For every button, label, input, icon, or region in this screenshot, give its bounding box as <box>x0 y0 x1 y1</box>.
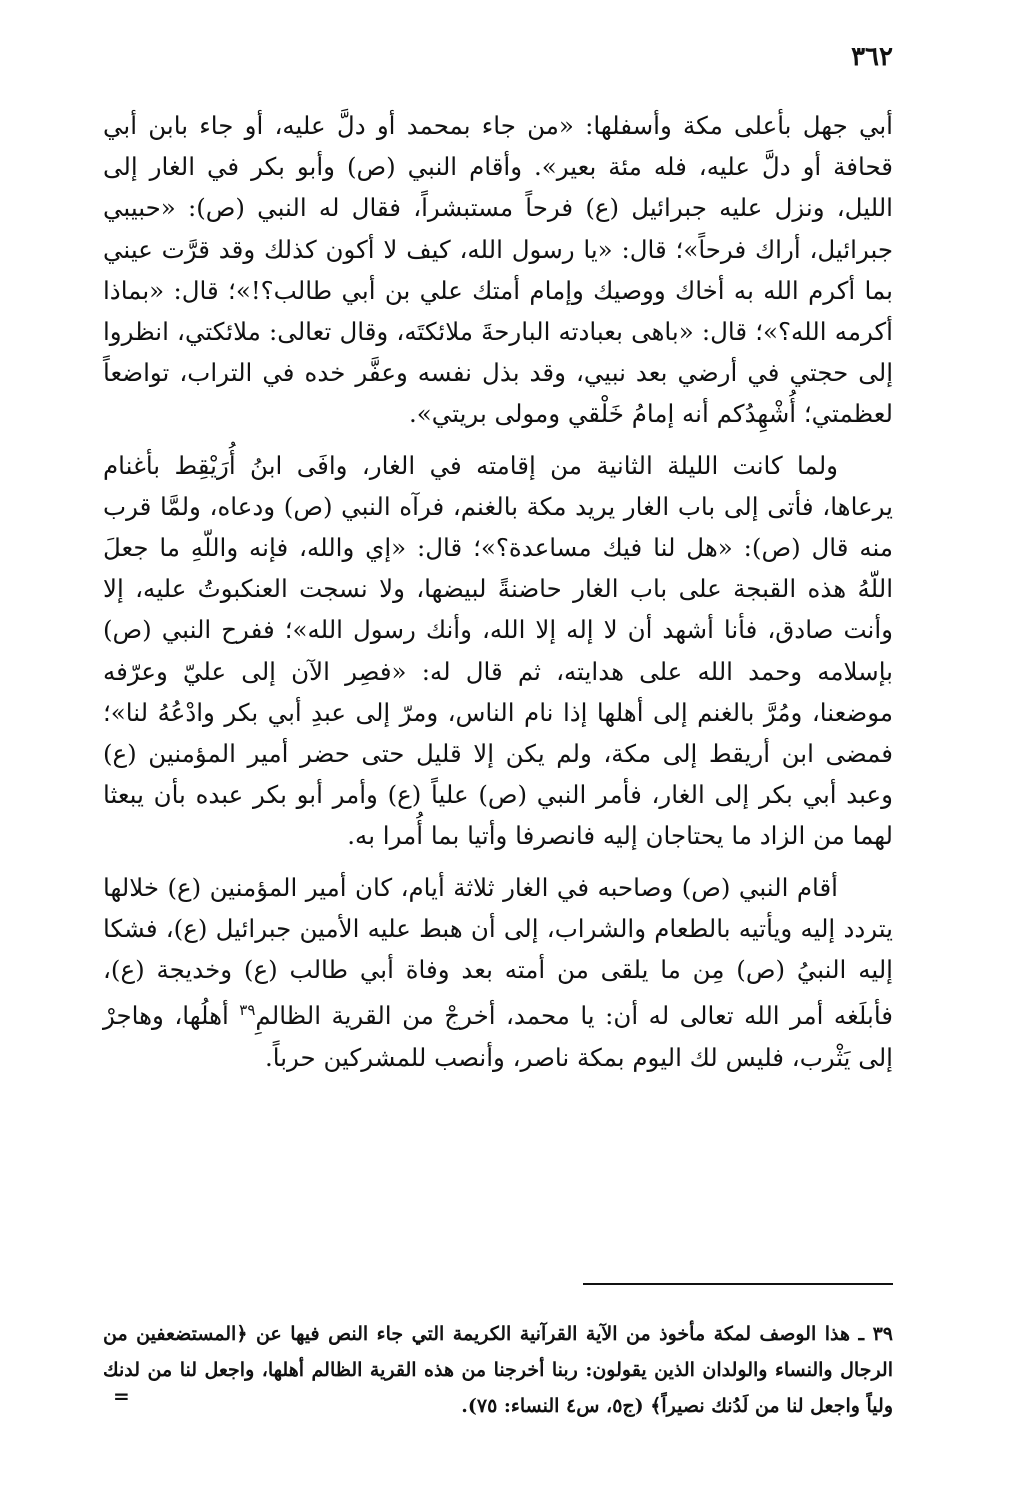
paragraph-3 <box>103 867 893 1078</box>
footnotes <box>103 1316 893 1424</box>
paragraph-3-end: أهلُها، وهاجرْ إلى يَثْرب، فليس لك اليوم بمكة ناصر، وأنصب للمشركين حرباً. <box>103 1001 893 1072</box>
main-text <box>103 105 893 1088</box>
page-number: ٣٦٢ <box>851 42 893 72</box>
footnote-separator <box>583 1283 893 1285</box>
paragraph-2: ولما كانت الليلة الثانية من إقامته في الغار، وافَى ابنُ أُرَيْقِط بأغنام يرعاها، فأتى إلى باب الغار يريد مكة بالغنم، فرآه النبي (ص) ودعاه، ولمَّا قرب منه قال (ص): «هل لنا فيك مساعدة؟»؛ قال: «إي والله، فإنه واللّهِ ما جعلَ اللّهُ هذه القبجة على باب الغار حاضنةً لبيضها، ولا نسجت العنكبوتُ عليه، إلا وأنت صادق، فأنا أشهد أن لا إله إلا الله، وأنك رسول الله»؛ ففرح النبي (ص) بإسلامه وحمد الله على هدايته، ثم قال له: «فصِر الآن إلى عليّ وعرّفه موضعنا، ومُرَّ بالغنم إلى أهلها إذا نام الناس، ومرّ إلى عبدِ أبي بكر وادْعُهُ لنا»؛ فمضى ابن أريقط إلى مكة، ولم يكن إلا قليل حتى حضر أمير المؤمنين (ع) وعبد أبي بكر إلى الغار، فأمر النبي (ص) علياً (ع) وأمر أبو بكر عبده بأن يبعثا لهما من الزاد ما يحتاجان إليه فانصرفا وأتيا بما أُمرا به. <box>103 450 893 851</box>
continuation-mark: = <box>113 1384 130 1408</box>
footnote-reference: ٣٩ <box>239 1001 256 1020</box>
footnote-39: ٣٩ ـ هذا الوصف لمكة مأخوذ من الآية القرآنية الكريمة التي جاء النص فيها عن ﴿المستضعفين من الرجال والنساء والولدان الذين يقولون: ربنا أخرجنا من هذه القرية الظالم أهلها، واجعل لنا من لدنك ولياً واجعل لنا من لَدُنك نصيراً﴾ (ج٥، س٤ النساء: ٧٥). <box>103 1323 893 1417</box>
paragraph-1: أبي جهل بأعلى مكة وأسفلها: «من جاء بمحمد أو دلَّ عليه، أو جاء بابن أبي قحافة أو دلَّ عليه، فله مئة بعير». وأقام النبي (ص) وأبو بكر في الغار إلى الليل، ونزل عليه جبرائيل (ع) فرحاً مستبشراً، فقال له النبي (ص): «حبيبي جبرائيل، أراك فرحاً»؛ قال: «يا رسول الله، كيف لا أكون كذلك وقد قرَّت عيني بما أكرم الله به أخاك ووصيك وإمام أمتك علي بن أبي طالب؟!»؛ قال: «بماذا أكرمه الله؟»؛ قال: «باهى بعبادته البارحةَ ملائكتَه، وقال تعالى: ملائكتي، انظروا إلى حجتي في أرضي بعد نبيي، وقد بذل نفسه وعفَّر خده في التراب، تواضعاً لعظمتي؛ أُشْهِدُكم أنه إمامُ خَلْقي ومولى بريتي». <box>103 111 893 429</box>
paragraph-3-start: أقام النبي (ص) وصاحبه في الغار ثلاثة أيام، كان أمير المؤمنين (ع) خلالها يتردد إليه ويأتيه بالطعام والشراب، إلى أن هبط عليه الأمين جبرائيل (ع)، فشكا إليه النبيُ (ص) مِن ما يلقى من أمته بعد وفاة أبي طالب (ع) وخديجة (ع)، فأبلَغه أمر الله تعالى له أن: يا محمد، أخرجْ من القرية الظالمِ <box>103 872 893 1031</box>
